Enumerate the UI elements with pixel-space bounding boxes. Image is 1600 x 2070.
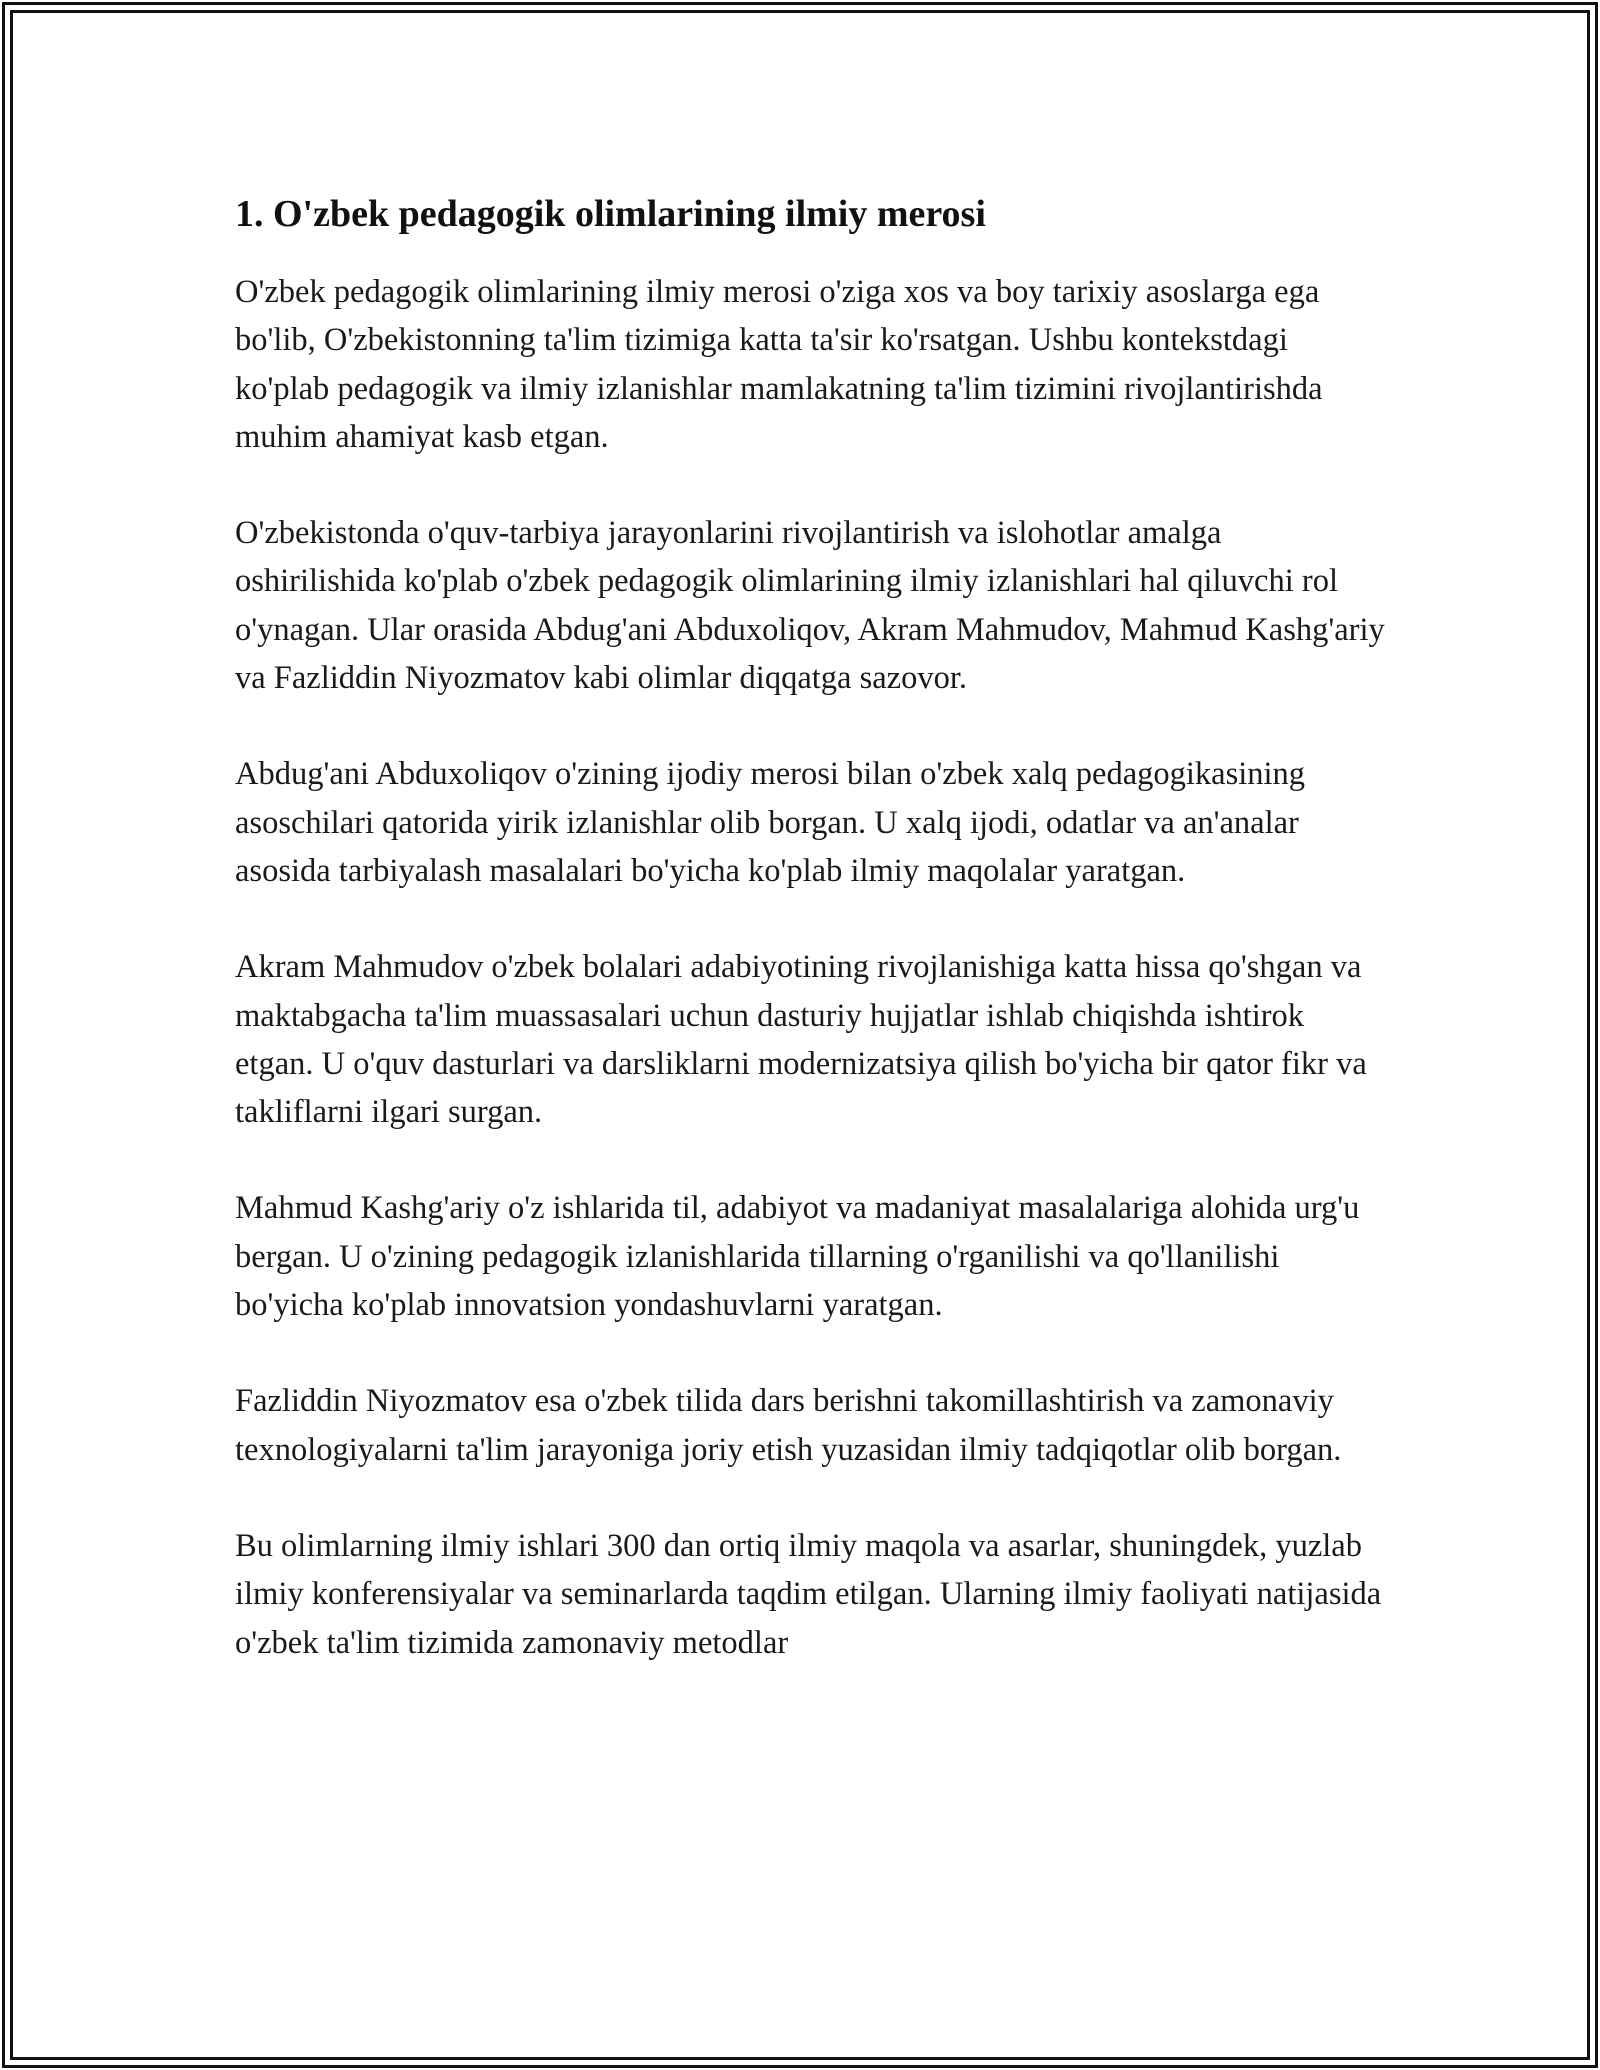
paragraph-reforms: O'zbekistonda o'quv-tarbiya jarayonlarini rivojlantirish va islohotlar amalga oshirilishida ko'plab o'zbek pedagogik olimlarining ilmiy izlanishlari hal qiluvchi rol o'ynagan. Ular orasida Abdug'ani Abduxoliqov, Akram Mahmudov, Mahmud Kashg'ariy va Fazliddin Niyozmatov kabi olimlar diqqatga sazovor. (235, 515, 1385, 697)
paragraph-niyozmatov: Fazliddin Niyozmatov esa o'zbek tilida dars berishni takomillashtirish va zamonaviy texnologiyalarni ta'lim jarayoniga joriy etish yuzasidan ilmiy tadqiqotlar olib borgan. (235, 1383, 1342, 1468)
paragraph-abduxoliqov: Abdug'ani Abduxoliqov o'zining ijodiy merosi bilan o'zbek xalq pedagogikasining asoschilari qatorida yirik izlanishlar olib borgan. U xalq ijodi, odatlar va an'analar asosida tarbiyalash masalalari bo'yicha ko'plab ilmiy maqolalar yaratgan. (235, 756, 1306, 889)
paragraph-mahmudov: Akram Mahmudov o'zbek bolalari adabiyotining rivojlanishiga katta hissa qo'shgan va maktabgacha ta'lim muassasalari uchun dasturiy hujjatlar ishlab chiqishda ishtirok etgan. U o'quv dasturlari va darsliklarni modernizatsiya qilish bo'yicha bir qator fikr va takliflarni ilgari surgan. (235, 949, 1367, 1131)
paragraph-conclusion: Bu olimlarning ilmiy ishlari 300 dan ortiq ilmiy maqola va asarlar, shuningdek, yuzlab ilmiy konferensiyalar va seminarlarda taqdim etilgan. Ularning ilmiy faoliyati natijasida o'zbek ta'lim tizimida zamonaviy metodlar (235, 1527, 1382, 1661)
paragraph-kashgariy: Mahmud Kashg'ariy o'z ishlarida til, adabiyot va madaniyat masalalariga alohida urg'u bergan. U o'zining pedagogik izlanishlarida tillarning o'rganilishi va qo'llanilishi bo'yicha ko'plab innovatsion yondashuvlarni yaratgan. (235, 1190, 1360, 1324)
section-heading: 1. O'zbek pedagogik olimlarining ilmiy merosi (235, 193, 986, 235)
paragraph-intro: O'zbek pedagogik olimlarining ilmiy merosi o'ziga xos va boy tarixiy asoslarga ega bo'lib, O'zbekistonning ta'lim tizimiga katta ta'sir ko'rsatgan. Ushbu kontekstdagi ko'plab pedagogik va ilmiy izlanishlar mamlakatning ta'lim tizimini rivojlantirishda muhim ahamiyat kasb etgan. (235, 274, 1323, 455)
document-body (235, 186, 1385, 1667)
